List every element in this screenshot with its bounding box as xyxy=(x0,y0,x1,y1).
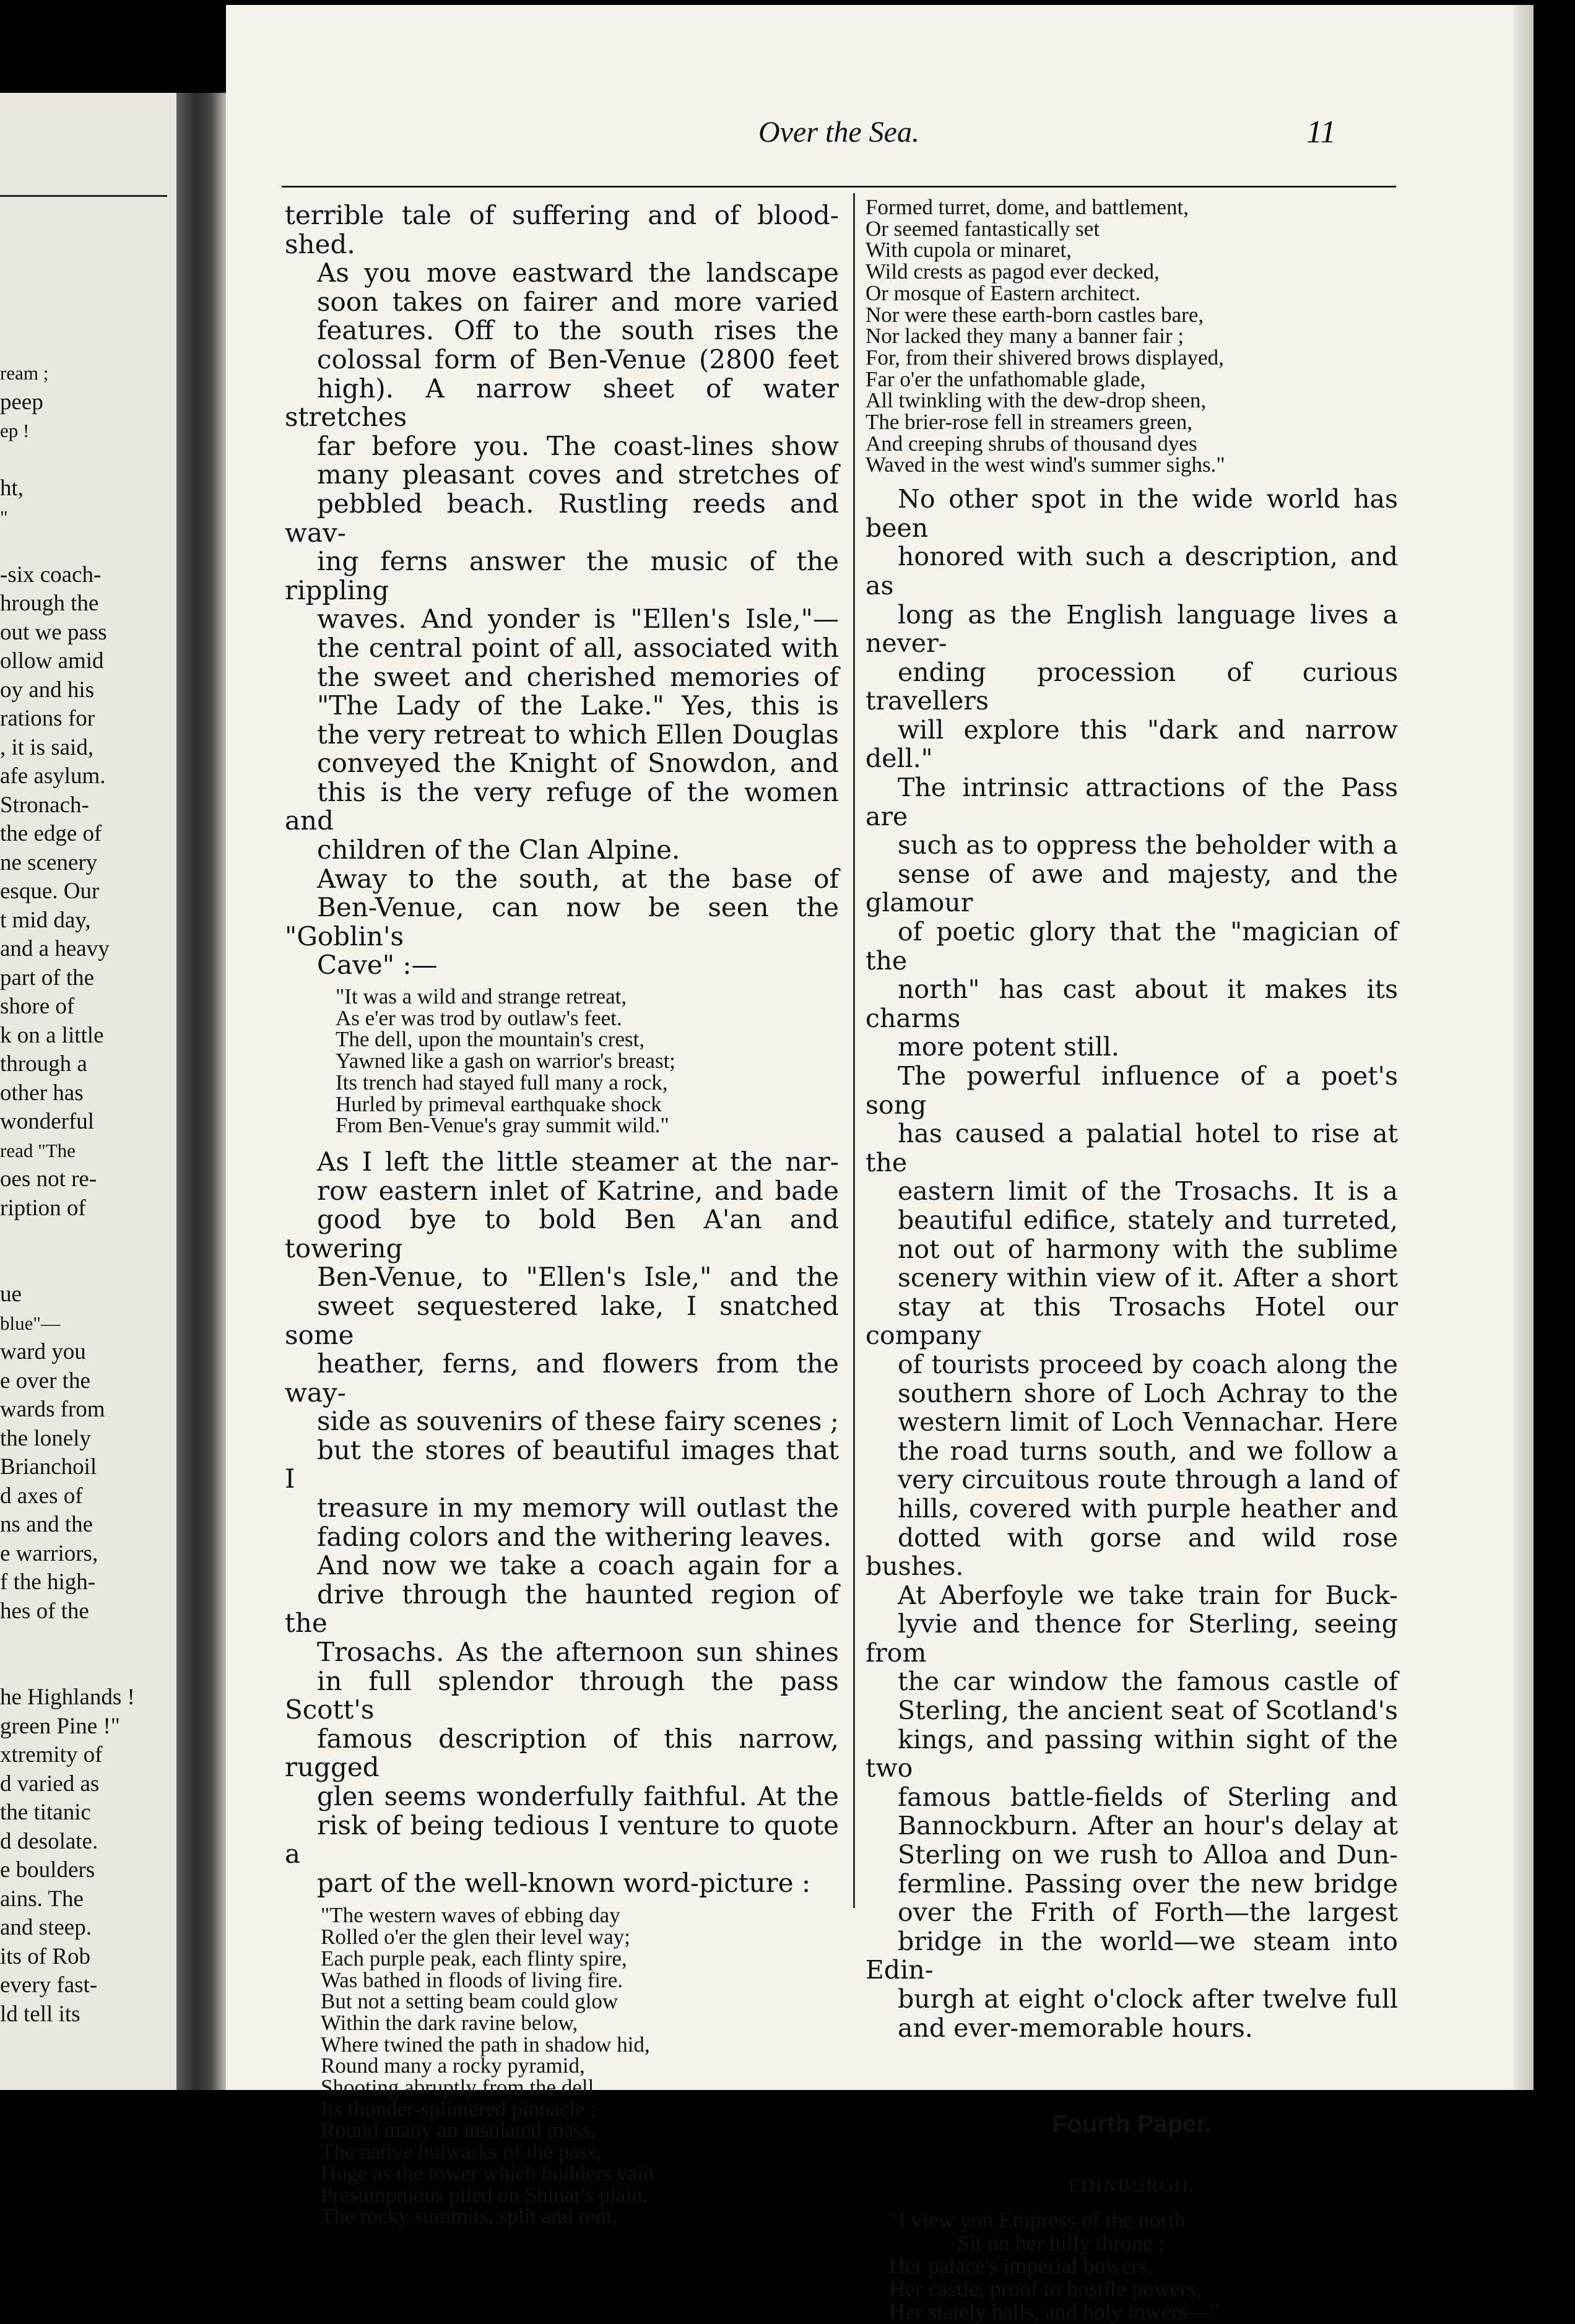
facing-page-rule xyxy=(0,195,167,197)
text-line: Trosachs. As the afternoon sun shines xyxy=(317,1637,839,1668)
text-line: Sterling on we rush to Alloa and Dun- xyxy=(898,1840,1398,1870)
verse-line: Presumptuous piled on Shinar's plain. xyxy=(321,2182,648,2207)
verse-line: Round many an insulated mass, xyxy=(321,2118,596,2143)
text-line: pebbled beach. Rustling reeds and wav- xyxy=(285,488,839,548)
text-line: long as the English language lives a never- xyxy=(866,599,1398,659)
text-line: of poetic glory that the "magician of the xyxy=(866,917,1398,976)
facing-page-line: hes of the xyxy=(0,1598,89,1624)
text-line: sense of awe and majesty, and the glamour xyxy=(866,859,1398,918)
facing-page-line: ains. The xyxy=(0,1886,84,1912)
text-line: As you move eastward the landscape xyxy=(317,258,839,288)
paragraph xyxy=(285,201,839,259)
text-line: sweet sequestered lake, I snatched some xyxy=(285,1290,839,1350)
paragraph xyxy=(866,1062,1398,2042)
text-line: bridge in the world—we steam into Edin- xyxy=(866,1926,1398,1985)
verse-line: Its trench had stayed full many a rock, xyxy=(336,1070,668,1095)
verse-quotation xyxy=(321,1905,839,2227)
running-head: Over the Sea. xyxy=(758,116,919,149)
text-line: colossal form of Ben-Venue (2800 feet xyxy=(317,344,839,375)
left-column xyxy=(285,201,839,2227)
text-line: As I left the little steamer at the nar- xyxy=(317,1146,839,1177)
facing-page-line: ription of xyxy=(0,1195,86,1221)
facing-page-line: its of Rob xyxy=(0,1943,90,1969)
paragraph xyxy=(285,259,839,864)
text-line: fading colors and the withering leaves. xyxy=(317,1521,831,1552)
facing-page-line: blue"— xyxy=(0,1312,61,1334)
facing-page-line: e warriors, xyxy=(0,1540,98,1566)
verse-line: Shooting abruptly from the dell xyxy=(321,2075,594,2100)
text-line: The intrinsic attractions of the Pass are xyxy=(866,773,1398,831)
text-line: famous description of this narrow, rugged xyxy=(285,1723,839,1783)
text-line: drive through the haunted region of the xyxy=(285,1579,839,1639)
verse-line: Hurled by primeval earthquake shock xyxy=(336,1091,662,1116)
text-line: good bye to bold Ben A'an and towering xyxy=(285,1204,839,1264)
text-line: The powerful influence of a poet's song xyxy=(866,1061,1398,1120)
verse-line: With cupola or minaret, xyxy=(866,238,1072,262)
verse-line: Her palace's imperial bowers, xyxy=(889,2253,1153,2279)
text-line: over the Frith of Forth—the largest xyxy=(898,1897,1398,1928)
facing-page-line: every fast- xyxy=(0,1972,98,1998)
verse-line: Yawned like a gash on warrior's breast; xyxy=(336,1049,676,1073)
facing-page-line: read "The xyxy=(0,1139,76,1161)
verse-line: Within the dark ravine below, xyxy=(321,2010,578,2035)
facing-page-line: afe asylum. xyxy=(0,763,106,789)
text-line: will explore this "dark and narrow dell." xyxy=(866,714,1398,774)
facing-page-line xyxy=(0,1223,176,1252)
facing-page-line: d varied as xyxy=(0,1771,100,1797)
facing-page-line: oes not re- xyxy=(0,1166,97,1192)
verse-line: "I view yon Empress of the north xyxy=(889,2208,1186,2233)
facing-page-line: ollow amid xyxy=(0,648,104,674)
text-line: Bannockburn. After an hour's delay at xyxy=(898,1811,1398,1841)
verse-line: From Ben-Venue's gray summit wild." xyxy=(336,1113,669,1138)
text-line: "The Lady of the Lake." Yes, this is xyxy=(317,690,839,721)
verse-line: Her castle, proof to hostile powers, xyxy=(889,2276,1202,2302)
book-gutter xyxy=(176,93,226,2090)
verse-line: Was bathed in floods of living fire. xyxy=(321,1967,623,1992)
text-line: children of the Clan Alpine. xyxy=(317,835,680,865)
facing-page-line: e boulders xyxy=(0,1857,95,1883)
verse-line: The brier-rose fell in streamers green, xyxy=(866,410,1192,435)
facing-page-line: wards from xyxy=(0,1397,105,1422)
text-line: not out of harmony with the sublime xyxy=(898,1234,1398,1264)
facing-page-line: shore of xyxy=(0,994,75,1019)
facing-page-line: d axes of xyxy=(0,1483,83,1509)
text-line: the car window the famous castle of xyxy=(898,1667,1398,1697)
verse-quotation-continued xyxy=(866,197,1398,476)
verse-line: Each purple peak, each flinty spire, xyxy=(321,1946,627,1971)
verse-line: The rocky summits, split and rent, xyxy=(321,2204,618,2229)
verse-line: Its thunder-splintered pinnacle ; xyxy=(321,2096,597,2121)
facing-page-line: and a heavy xyxy=(0,936,110,961)
verse-quotation xyxy=(889,2209,1398,2323)
facing-page-line: ld tell its xyxy=(0,2001,80,2027)
column-divider xyxy=(853,193,855,1908)
text-line: glen seems wonderfully faithful. At the xyxy=(317,1781,839,1812)
text-line: And now we take a coach again for a xyxy=(317,1550,839,1581)
text-line: such as to oppress the beholder with a xyxy=(898,830,1398,861)
verse-quotation xyxy=(336,986,839,1137)
verse-line: The dell, upon the mountain's crest, xyxy=(336,1027,645,1052)
section-heading: Fourth Paper. xyxy=(1052,2110,1212,2138)
facing-page-line: hrough the xyxy=(0,591,99,616)
right-column xyxy=(866,197,1398,2323)
verse-line: As e'er was trod by outlaw's feet. xyxy=(336,1005,622,1030)
text-line: more potent still. xyxy=(898,1032,1119,1062)
facing-page-line: ns and the xyxy=(0,1512,93,1537)
verse-line: And creeping shrubs of thousand dyes xyxy=(866,431,1197,456)
verse-line: "The western waves of ebbing day xyxy=(321,1903,620,1928)
verse-line: But not a setting beam could glow xyxy=(321,1989,618,2014)
text-line: Away to the south, at the base of xyxy=(317,863,839,894)
text-line: Sterling, the ancient seat of Scotland's xyxy=(898,1696,1398,1726)
facing-page-line: part of the xyxy=(0,965,95,991)
facing-page-line: and steep. xyxy=(0,1915,92,1940)
header-rule xyxy=(282,186,1396,188)
verse-line: Huge as the tower which builders vain xyxy=(321,2161,654,2185)
verse-line: For, from their shivered brows displayed, xyxy=(866,345,1224,370)
text-line: conveyed the Knight of Snowdon, and xyxy=(317,748,839,779)
text-line: beautiful edifice, stately and turreted, xyxy=(898,1205,1398,1235)
text-line: has caused a palatial hotel to rise at the xyxy=(866,1119,1398,1177)
verse-line: The native bulwarks of the pass, xyxy=(321,2140,601,2164)
text-line: ing ferns answer the music of the rippling xyxy=(285,546,839,605)
verse-line: "It was a wild and strange retreat, xyxy=(336,984,627,1009)
text-line: the sweet and cherished memories of xyxy=(317,661,839,692)
verse-line: Or mosque of Eastern architect. xyxy=(866,280,1141,305)
verse-line: Rolled o'er the glen their level way; xyxy=(321,1925,631,1949)
text-line: and ever-memorable hours. xyxy=(898,2013,1253,2043)
text-line: western limit of Loch Vennachar. Here xyxy=(898,1407,1398,1437)
text-line: dotted with gorse and wild rose bushes. xyxy=(866,1522,1398,1582)
facing-page-line: Brianchoil xyxy=(0,1454,97,1480)
facing-page-line: out we pass xyxy=(0,619,107,645)
text-line: side as souvenirs of these fairy scenes ; xyxy=(317,1406,839,1437)
verse-line: All twinkling with the dew-drop sheen, xyxy=(866,388,1207,413)
facing-page-line xyxy=(0,532,176,561)
text-line: Cave" :— xyxy=(317,950,438,981)
text-line: honored with such a description, and as xyxy=(866,542,1398,601)
paragraph xyxy=(866,485,1398,1062)
facing-page-line: ue xyxy=(0,1281,22,1307)
facing-page-line: k on a little xyxy=(0,1022,104,1048)
facing-page-line: the edge of xyxy=(0,821,102,846)
facing-page-line xyxy=(0,1252,176,1281)
page-number: 11 xyxy=(1306,115,1337,150)
text-line: in full splendor through the pass Scott's xyxy=(285,1665,839,1725)
verse-line: Wild crests as pagod ever decked, xyxy=(866,259,1160,284)
verse-line: Round many a rocky pyramid, xyxy=(321,2053,585,2078)
facing-page-line: green Pine !" xyxy=(0,1713,120,1739)
text-line: high). A narrow sheet of water stretches xyxy=(285,373,839,433)
facing-page-line: , it is said, xyxy=(0,734,94,760)
facing-page-line: e over the xyxy=(0,1368,90,1394)
text-line: of tourists proceed by coach along the xyxy=(898,1349,1398,1379)
verse-line: Sit on her hilly throne ; xyxy=(957,2231,1165,2256)
text-line: the very retreat to which Ellen Douglas xyxy=(317,719,839,750)
facing-page-line: -six coach- xyxy=(0,561,102,588)
verse-line: Far o'er the unfathomable glade, xyxy=(866,366,1146,391)
page-edge xyxy=(1514,5,1534,2090)
facing-page-line: through a xyxy=(0,1051,87,1077)
verse-line: Formed turret, dome, and battlement, xyxy=(866,195,1189,219)
verse-line: Nor were these earth-born castles bare, xyxy=(866,302,1204,327)
facing-page-line: esque. Our xyxy=(0,878,100,904)
facing-page-line: rations for xyxy=(0,706,95,731)
text-line: waves. And yonder is "Ellen's Isle,"— xyxy=(317,604,839,635)
facing-page-text xyxy=(0,359,176,2029)
text-line: heather, ferns, and flowers from the way- xyxy=(285,1348,839,1408)
text-line: lyvie and thence for Sterling, seeing from xyxy=(866,1609,1398,1668)
text-line: At Aberfoyle we take train for Buck- xyxy=(898,1580,1398,1610)
paragraph xyxy=(285,1148,839,1551)
facing-page-line: ward you xyxy=(0,1339,86,1364)
text-line: risk of being tedious I venture to quote a xyxy=(285,1810,839,1870)
verse-line: Or seemed fantastically set xyxy=(866,216,1100,241)
text-line: southern shore of Loch Achray to the xyxy=(898,1378,1398,1408)
text-line: scenery within view of it. After a short xyxy=(898,1263,1398,1293)
facing-page-line: t mid day, xyxy=(0,907,91,933)
text-line: soon takes on fairer and more varied xyxy=(317,286,839,317)
text-line: north" has cast about it makes its charms xyxy=(866,974,1398,1033)
text-line: treasure in my memory will outlast the xyxy=(317,1493,839,1524)
facing-page-line: peep xyxy=(0,389,43,415)
text-line: terrible tale of suffering and of blood- xyxy=(285,200,839,230)
facing-page-line: wonderful xyxy=(0,1109,95,1134)
facing-page-line: " xyxy=(0,506,8,528)
verse-line: Nor lacked they many a banner fair ; xyxy=(866,324,1184,349)
paragraph xyxy=(285,1551,839,1897)
text-line: shed. xyxy=(285,228,355,259)
facing-page-line: xtremity of xyxy=(0,1742,103,1767)
facing-page-line: ep ! xyxy=(0,420,30,441)
verse-line: Her stately halls, and holy towers—" xyxy=(889,2299,1219,2324)
text-line: eastern limit of the Trosachs. It is a xyxy=(898,1176,1398,1207)
text-line: this is the very refuge of the women and xyxy=(285,776,839,836)
text-line: kings, and passing within sight of the two xyxy=(866,1724,1398,1784)
facing-page-line xyxy=(0,1655,176,1684)
facing-page-line: f the high- xyxy=(0,1569,96,1595)
facing-page-fragment xyxy=(0,93,176,2090)
text-line: many pleasant coves and stretches of xyxy=(317,459,839,490)
facing-page-line: ht, xyxy=(0,475,24,501)
facing-page-line: other has xyxy=(0,1080,84,1106)
facing-page-line xyxy=(0,1626,176,1655)
verse-line: Waved in the west wind's summer sighs." xyxy=(866,453,1225,477)
paragraph xyxy=(285,865,839,980)
text-line: ending procession of curious travellers xyxy=(866,657,1398,716)
text-line: stay at this Trosachs Hotel our company xyxy=(866,1291,1398,1351)
facing-page-line: Stronach- xyxy=(0,792,89,818)
text-line: but the stores of beautiful images that I xyxy=(285,1434,839,1494)
text-line: famous battle-fields of Sterling and xyxy=(898,1782,1398,1812)
text-line: row eastern inlet of Katrine, and bade xyxy=(317,1175,839,1206)
text-line: No other spot in the wide world has been xyxy=(866,484,1398,543)
facing-page-line: the titanic xyxy=(0,1800,91,1825)
text-line: Ben-Venue, can now be seen the "Goblin's xyxy=(285,892,839,952)
text-line: burgh at eight o'clock after twelve full xyxy=(898,1984,1398,2014)
facing-page-line xyxy=(0,446,176,475)
facing-page-line: oy and his xyxy=(0,677,95,703)
facing-page-line: ream ; xyxy=(0,362,49,384)
text-line: very circuitous route through a land of xyxy=(898,1465,1398,1495)
text-line: the central point of all, associated with xyxy=(317,632,839,663)
facing-page-line: he Highlands ! xyxy=(0,1684,135,1710)
verse-line: Where twined the path in shadow hid, xyxy=(321,2032,650,2057)
text-line: fermline. Passing over the new bridge xyxy=(898,1868,1398,1899)
text-line: Ben-Venue, to "Ellen's Isle," and the xyxy=(317,1262,839,1293)
text-line: features. Off to the south rises the xyxy=(317,315,839,346)
section-subheading: EDINBURGH. xyxy=(1068,2175,1195,2196)
text-line: hills, covered with purple heather and xyxy=(898,1493,1398,1524)
text-line: part of the well-known word-picture : xyxy=(317,1867,811,1898)
facing-page-line: the lonely xyxy=(0,1425,91,1451)
facing-page-line: ne scenery xyxy=(0,849,98,875)
text-line: far before you. The coast-lines show xyxy=(317,430,839,461)
text-line: the road turns south, and we follow a xyxy=(898,1436,1398,1466)
facing-page-line: d desolate. xyxy=(0,1828,98,1854)
